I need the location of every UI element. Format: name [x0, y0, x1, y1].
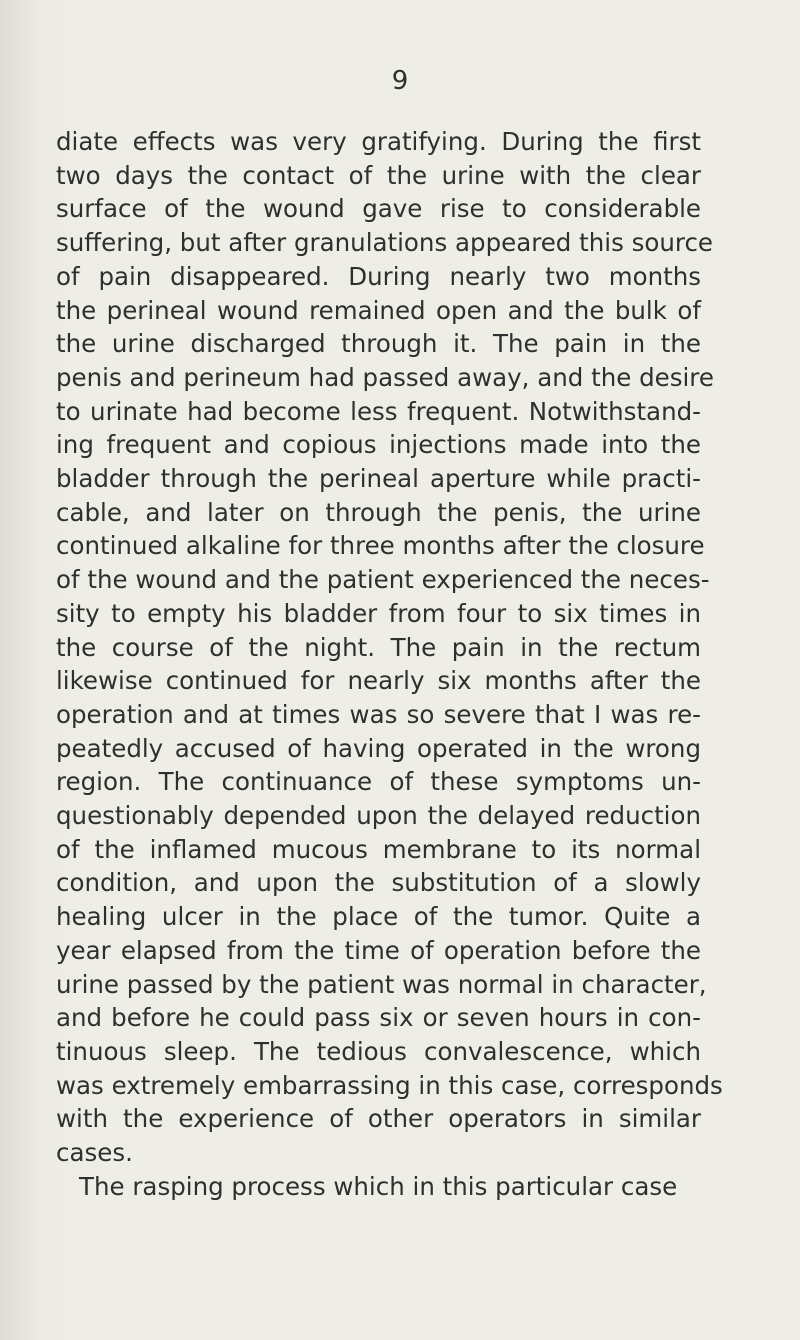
text-line: diate effects was very gratifying. During the first	[56, 127, 701, 156]
text-line: cable, and later on through the penis, the urine	[56, 497, 701, 527]
text-line: condition, and upon the substitution of a slowly	[56, 868, 701, 898]
text-line: sity to empty his bladder from four to six times in	[56, 598, 701, 628]
text-line: operation and at times was so severe that I was re-	[56, 699, 701, 729]
text-line: of pain disappeared. During nearly two months	[56, 261, 701, 291]
paragraph-start-line: The rasping process which in this particular case	[79, 1171, 678, 1201]
text-line: tinuous sleep. The tedious convalescence, which	[56, 1036, 701, 1066]
text-line: ing frequent and copious injections made into the	[56, 430, 701, 460]
text-line: urine passed by the patient was normal in character,	[56, 969, 707, 999]
text-line: of the wound and the patient experienced the neces-	[56, 565, 710, 595]
text-line: peatedly accused of having operated in the wrong	[56, 733, 701, 763]
text-line: with the experience of other operators in similar	[56, 1104, 701, 1134]
text-line: bladder through the perineal aperture while practi-	[56, 464, 701, 494]
text-line: the course of the night. The pain in the rectum	[56, 632, 701, 662]
text-line: healing ulcer in the place of the tumor. Quite a	[56, 902, 701, 932]
page-number: 9	[391, 66, 409, 96]
text-line: likewise continued for nearly six months after the	[56, 666, 701, 696]
text-line: surface of the wound gave rise to considerable	[56, 194, 701, 224]
text-line: the perineal wound remained open and the bulk of	[56, 295, 701, 325]
body-text	[56, 125, 776, 1204]
text-line: of the inflamed mucous membrane to its normal	[56, 834, 701, 864]
text-line: region. The continuance of these symptoms un-	[56, 767, 701, 797]
text-line: and before he could pass six or seven hours in con-	[56, 1003, 701, 1033]
text-line: the urine discharged through it. The pain in the	[56, 329, 701, 359]
text-line: was extremely embarrassing in this case, corresponds	[56, 1070, 723, 1100]
text-line: cases.	[56, 1138, 133, 1168]
text-line: penis and perineum had passed away, and the desire	[56, 362, 714, 392]
text-line: suffering, but after granulations appeared this source	[56, 228, 714, 258]
text-line: year elapsed from the time of operation before the	[56, 935, 701, 965]
text-line: two days the contact of the urine with the clear	[56, 160, 701, 190]
text-line: to urinate had become less frequent. Notwithstand-	[56, 396, 701, 426]
text-line: continued alkaline for three months after the closure	[56, 531, 705, 561]
text-line: questionably depended upon the delayed reduction	[56, 801, 701, 831]
